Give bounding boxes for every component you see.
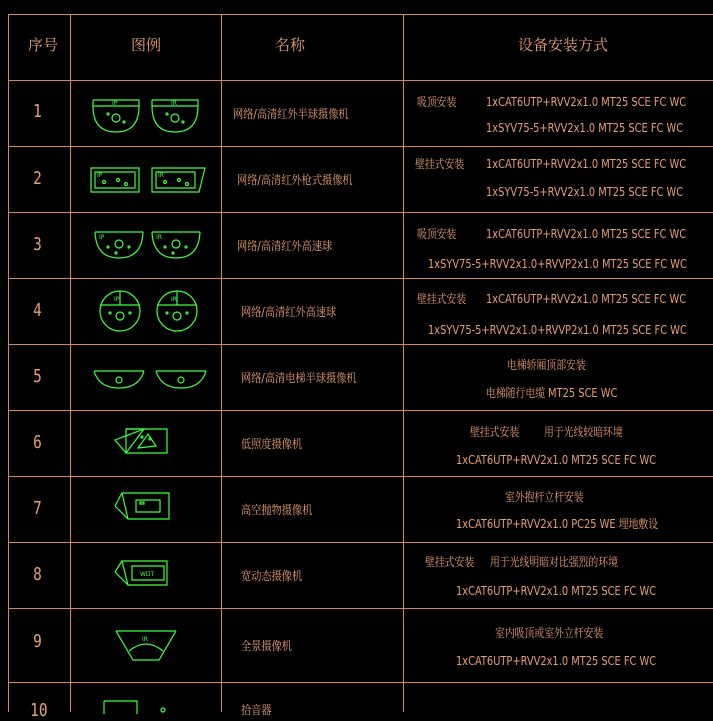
row-name: 高空抛物摄像机 <box>241 503 313 517</box>
mount-type: 壁挂式安装 <box>415 157 465 171</box>
svg-text:IR: IR <box>171 100 177 107</box>
elevator-dome-icon <box>155 368 207 390</box>
row-seq: 5 <box>33 366 42 387</box>
svg-text:IR: IR <box>156 234 162 241</box>
row-seq: 9 <box>33 631 42 652</box>
cable-spec: 1xCAT6UTP+RVV2x1.0 PC25 WE 埋地敷设 <box>456 517 659 531</box>
svg-text:IR: IR <box>142 636 148 643</box>
row-name: 拾音器 <box>241 703 272 717</box>
table-border <box>8 212 713 213</box>
row-seq: 4 <box>33 300 42 321</box>
svg-text:IR: IR <box>158 172 164 179</box>
svg-text:IP: IP <box>97 172 103 179</box>
row-seq: 7 <box>33 498 42 519</box>
wdr-label: WDT <box>140 571 155 578</box>
header-name: 名称 <box>275 36 306 54</box>
cable-spec: 1xSYV75-5+RVV2x1.0+RVVP2x1.0 MT25 SCE FC WC <box>428 257 687 271</box>
row-name: 网络/高清红外高速球 <box>241 305 337 319</box>
svg-text:IP: IP <box>99 234 105 241</box>
svg-text:IP: IP <box>112 100 118 107</box>
row-name: 网络/高清电梯半球摄像机 <box>241 371 357 385</box>
row-seq: 10 <box>30 700 48 721</box>
wall-speed-dome-icon <box>98 289 142 333</box>
header-seq: 序号 <box>28 36 59 54</box>
bullet-camera-icon <box>151 167 206 193</box>
row-name: 宽动态摄像机 <box>241 569 303 583</box>
table-border <box>8 146 713 147</box>
svg-text:IP: IP <box>114 296 120 303</box>
install-note: 室内吸顶或室外立杆安装 <box>495 626 604 640</box>
install-note: 电梯轿厢顶部安装 <box>507 358 586 372</box>
cable-spec: 1xSYV75-5+RVV2x1.0 MT25 SCE FC WC <box>486 121 684 135</box>
svg-text:IR: IR <box>171 296 177 303</box>
row-name: 低照度摄像机 <box>241 437 303 451</box>
dome-camera-icon <box>92 98 140 134</box>
mount-type: 吸顶安装 <box>417 227 457 241</box>
row-name: 全景摄像机 <box>241 639 293 653</box>
table-border <box>8 542 713 543</box>
cable-spec: 1xSYV75-5+RVV2x1.0+RVVP2x1.0 MT25 SCE FC WC <box>428 323 687 337</box>
table-border <box>8 344 713 345</box>
row-seq: 6 <box>33 432 42 453</box>
cable-spec: 1xCAT6UTP+RVV2x1.0 MT25 SCE FC WC <box>486 292 687 306</box>
row-name: 网络/高清红外枪式摄像机 <box>237 173 353 187</box>
row-seq: 3 <box>33 234 42 255</box>
cable-spec: 电梯随行电缆 MT25 SCE WC <box>486 386 618 400</box>
table-border <box>8 410 713 411</box>
install-note: 用于光线较暗环境 <box>544 425 623 439</box>
row-name: 网络/高清红外半球摄像机 <box>233 107 349 121</box>
cable-spec: 1xCAT6UTP+RVV2x1.0 MT25 SCE FC WC <box>456 654 657 668</box>
panoramic-camera-icon <box>115 627 177 661</box>
table-border <box>8 608 713 609</box>
header-install: 设备安装方式 <box>518 36 609 54</box>
table-border <box>70 14 71 712</box>
table-border <box>8 278 713 279</box>
speed-dome-icon <box>151 228 201 260</box>
row-seq: 8 <box>33 564 42 585</box>
row-seq: 1 <box>33 101 42 122</box>
header-icon: 图例 <box>131 36 162 54</box>
elevator-dome-icon <box>93 368 145 390</box>
table-border <box>221 14 222 712</box>
table-border <box>8 682 713 683</box>
table-border <box>8 14 9 712</box>
cable-spec: 1xCAT6UTP+RVV2x1.0 MT25 SCE FC WC <box>486 227 687 241</box>
mount-type: 壁挂式安装 <box>470 425 520 439</box>
mount-type: 壁挂式安装 <box>417 292 467 306</box>
dome-camera-icon <box>151 98 199 134</box>
bullet-camera-icon <box>90 167 140 193</box>
cable-spec: 1xCAT6UTP+RVV2x1.0 MT25 SCE FC WC <box>456 584 657 598</box>
row-name: 网络/高清红外高速球 <box>237 239 333 253</box>
cable-spec: 1xCAT6UTP+RVV2x1.0 MT25 SCE FC WC <box>486 95 687 109</box>
install-note: 用于光线明暗对比强烈的环境 <box>490 555 618 569</box>
low-light-camera-icon <box>114 428 168 454</box>
cable-spec: 1xSYV75-5+RVV2x1.0 MT25 SCE FC WC <box>486 185 684 199</box>
mount-type: 壁挂式安装 <box>425 555 475 569</box>
cable-spec: 1xCAT6UTP+RVV2x1.0 MT25 SCE FC WC <box>486 157 687 171</box>
install-note: 室外抱杆立杆安装 <box>505 490 584 504</box>
speed-dome-icon <box>94 228 144 260</box>
table-border <box>8 80 713 81</box>
mount-type: 吸顶安装 <box>417 95 457 109</box>
row-seq: 2 <box>33 168 42 189</box>
high-altitude-camera-icon <box>114 492 170 520</box>
cable-spec: 1xCAT6UTP+RVV2x1.0 MT25 SCE FC WC <box>456 453 657 467</box>
wall-speed-dome-icon <box>155 289 199 333</box>
table-border <box>8 14 713 15</box>
table-border <box>403 14 404 712</box>
wdr-camera-icon <box>114 560 168 586</box>
table-border <box>8 476 713 477</box>
